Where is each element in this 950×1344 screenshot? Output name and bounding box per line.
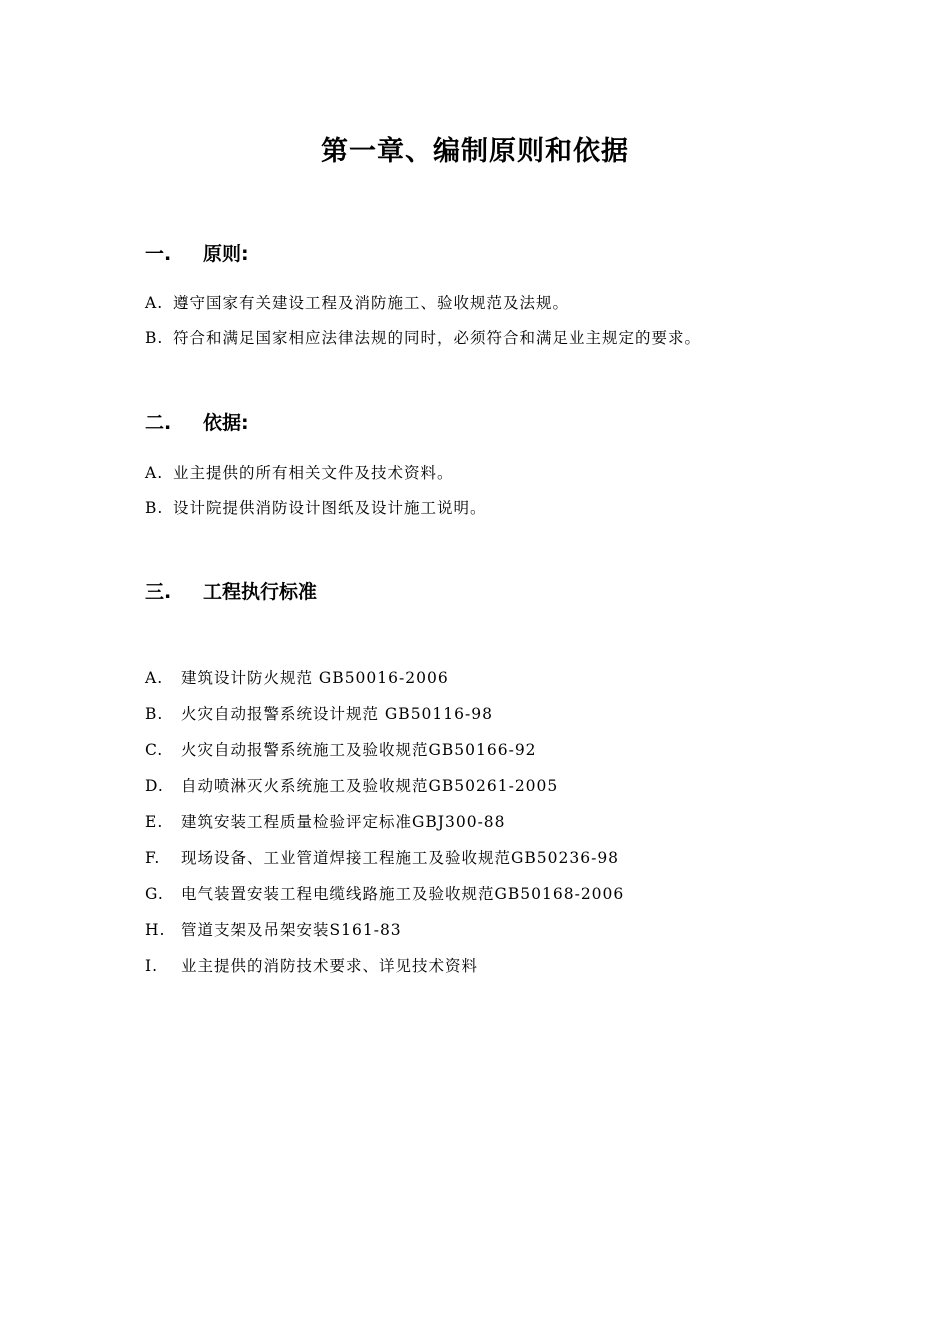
item-marker: G. <box>145 885 164 903</box>
chapter-title: 第一章、编制原则和依据 <box>321 136 629 167</box>
item-text: 现场设备、工业管道焊接工程施工及验收规范GB50236-98 <box>181 849 620 867</box>
item-text: 电气装置安装工程电缆线路施工及验收规范GB50168-2006 <box>181 885 625 903</box>
item-text: 火灾自动报警系统施工及验收规范GB50166-92 <box>181 741 537 759</box>
item-marker: F. <box>145 849 161 867</box>
item-marker: B. <box>145 499 164 517</box>
list-item <box>145 327 701 349</box>
section-number: 三. <box>145 581 172 603</box>
item-text: 设计院提供消防设计图纸及设计施工说明。 <box>173 499 487 517</box>
item-marker: A. <box>145 464 164 482</box>
list-item <box>145 775 558 797</box>
list-item <box>145 811 506 833</box>
item-text: 业主提供的消防技术要求、详见技术资料 <box>181 957 479 975</box>
section-heading-basis <box>145 409 249 437</box>
item-text: 符合和满足国家相应法律法规的同时，必须符合和满足业主规定的要求。 <box>173 329 702 347</box>
item-text: 建筑设计防火规范 GB50016-2006 <box>181 669 449 687</box>
item-marker: A. <box>145 669 164 687</box>
list-item <box>145 847 619 869</box>
section-number: 二. <box>145 412 172 434</box>
item-marker: H. <box>145 921 166 939</box>
item-marker: B. <box>145 705 164 723</box>
item-marker: B. <box>145 329 164 347</box>
item-marker: C. <box>145 741 164 759</box>
item-marker: I. <box>145 957 159 975</box>
list-item <box>145 919 402 941</box>
section-heading-standards <box>145 578 317 606</box>
item-text: 遵守国家有关建设工程及消防施工、验收规范及法规。 <box>173 294 570 312</box>
item-text: 自动喷淋灭火系统施工及验收规范GB50261-2005 <box>181 777 559 795</box>
section-title: 依据: <box>203 412 249 434</box>
list-item <box>145 462 454 484</box>
list-item <box>145 703 493 725</box>
item-text: 业主提供的所有相关文件及技术资料。 <box>173 464 454 482</box>
item-marker: E. <box>145 813 164 831</box>
section-title: 原则: <box>203 243 249 265</box>
item-text: 管道支架及吊架安装S161-83 <box>181 921 402 939</box>
item-marker: D. <box>145 777 164 795</box>
item-marker: A. <box>145 294 164 312</box>
item-text: 火灾自动报警系统设计规范 GB50116-98 <box>181 705 493 723</box>
list-item <box>145 497 487 519</box>
section-number: 一. <box>145 243 172 265</box>
list-item <box>145 883 624 905</box>
list-item <box>145 955 478 977</box>
section-heading-principles <box>145 240 249 268</box>
list-item <box>145 739 537 761</box>
list-item <box>145 667 449 689</box>
item-text: 建筑安装工程质量检验评定标准GBJ300-88 <box>181 813 506 831</box>
section-title: 工程执行标准 <box>203 581 318 603</box>
list-item <box>145 292 569 314</box>
